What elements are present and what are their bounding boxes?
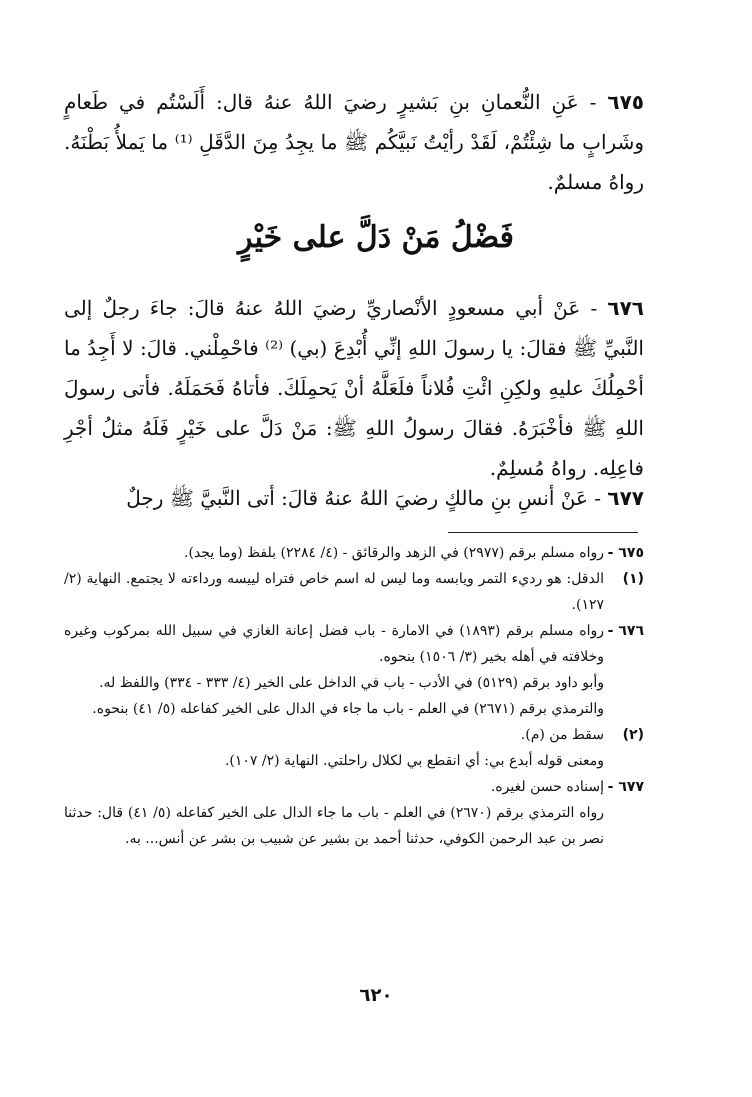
footnote	[64, 540, 644, 566]
footnote-mark	[604, 748, 644, 774]
footnote	[64, 696, 644, 722]
footnote-text: الدقل: هو رديء التمر ويابسه وما ليس له اسم خاص فتراه لييسه ورداءته لا يجتمع. النهاية (٢/ ١٢٧).	[64, 571, 604, 613]
hadith-number: ٦٧٦	[607, 296, 644, 320]
hadith-677	[64, 478, 644, 518]
hadith-number: ٦٧٧	[607, 486, 644, 510]
footnote-text: ومعنى قوله أبدع بي: أي انقطع بي لكلال راحلتي. النهاية (٢/ ١٠٧).	[224, 753, 604, 769]
footnote-text: رواه الترمذي برقم (٢٦٧٠) في العلم - باب ما جاء الدال على الخير كفاعله (٥/ ٤١) قال: حدثنا نصر بن عبد الرحمن الكوفي، حدثنا أحمد بن بشير عن شبيب بن بشر عن أنس... به.	[64, 805, 604, 847]
footnote	[64, 566, 644, 618]
footnote-text: وأبو داود برقم (٥١٢٩) في الأدب - باب في الداخل على الخير (٤/ ٣٣٣ - ٣٣٤) واللفظ له.	[99, 675, 604, 691]
footnote-mark: (٢)	[622, 727, 644, 743]
footnote	[64, 618, 644, 670]
footnote	[64, 722, 644, 748]
hadith-675	[64, 82, 644, 202]
page-number: ٦٢٠	[359, 985, 393, 1006]
hadith-text: - عَنْ أبي مسعودٍ الأنْصاريِّ رضيَ اللهُ عنهُ قالَ: جاءَ رجلٌ إلى النَّبيِّ ﷺ فقالَ: يا رسولَ اللهِ إنِّي أُبْدِعَ (بي) ⁽²⁾ فاحْمِلْني. قالَ: لا أَجِدُ ما أحْمِلُكَ عليهِ ولكِنِ ائْتِ فُلاناً فلَعَلَّهُ أنْ يَحمِلَكَ. فأتاهُ فَحَمَلَهُ. فأتى رسولَ اللهِ ﷺ فأخْبَرَهُ. فقالَ رسولُ اللهِ ﷺ: مَنْ دَلَّ على خَيْرٍ فَلَهُ مثلُ أجْرِ فاعِلِه. رواهُ مُسلِمٌ.	[64, 296, 644, 480]
footnote	[64, 670, 644, 696]
footnote-mark: (١)	[622, 571, 644, 587]
hadith-number: ٦٧٥	[607, 90, 645, 114]
footnote-mark: ٦٧٥ -	[607, 545, 644, 561]
footnote-text: رواه مسلم برقم (١٨٩٣) في الامارة - باب فضل إعانة الغازي في سبيل الله بمركوب وغيره وخلافته في أهله بخير (٣/ ١٥٠٦) بنحوه.	[64, 623, 604, 665]
footnote-divider	[448, 532, 638, 533]
footnote-mark	[604, 696, 644, 722]
footnote-mark	[604, 800, 644, 852]
footnote-text: إسناده حسن لغيره.	[490, 779, 604, 795]
footnote-text: سقط من (م).	[520, 727, 604, 743]
hadith-676	[64, 288, 644, 488]
hadith-text: - عَنِ النُّعمانِ بنِ بَشيرٍ رضيَ اللهُ عنهُ قال: أَلَسْتُم في طَعامٍ وشَرابٍ ما شِئْتُمْ، لَقَدْ رأيْتُ نَبيَّكُم ﷺ ما يجِدُ مِنَ الدَّقَلِ ⁽¹⁾ ما يَملأُ بَطْنَهُ. رواهُ مسلمٌ.	[64, 90, 644, 194]
footnote	[64, 800, 644, 852]
footnote	[64, 774, 644, 800]
footnote-mark: ٦٧٦ -	[607, 623, 644, 639]
section-heading: فَضْلُ مَنْ دَلَّ على خَيْرٍ	[238, 220, 514, 255]
footnote-mark	[604, 670, 644, 696]
footnotes	[64, 540, 644, 852]
hadith-text: - عَنْ أنسِ بنِ مالكٍ رضيَ اللهُ عنهُ قالَ: أتى النَّبيَّ ﷺ رجلٌ	[126, 486, 602, 510]
footnote-text: والترمذي برقم (٢٦٧١) في العلم - باب ما جاء في الدال على الخير كفاعله (٥/ ٤١) بنحوه.	[92, 701, 604, 717]
footnote-text: رواه مسلم برقم (٢٩٧٧) في الزهد والرقائق - (٤/ ٢٢٨٤) بلفظ (وما يجد).	[184, 545, 604, 561]
footnote	[64, 748, 644, 774]
footnote-mark: ٦٧٧ -	[607, 779, 644, 795]
